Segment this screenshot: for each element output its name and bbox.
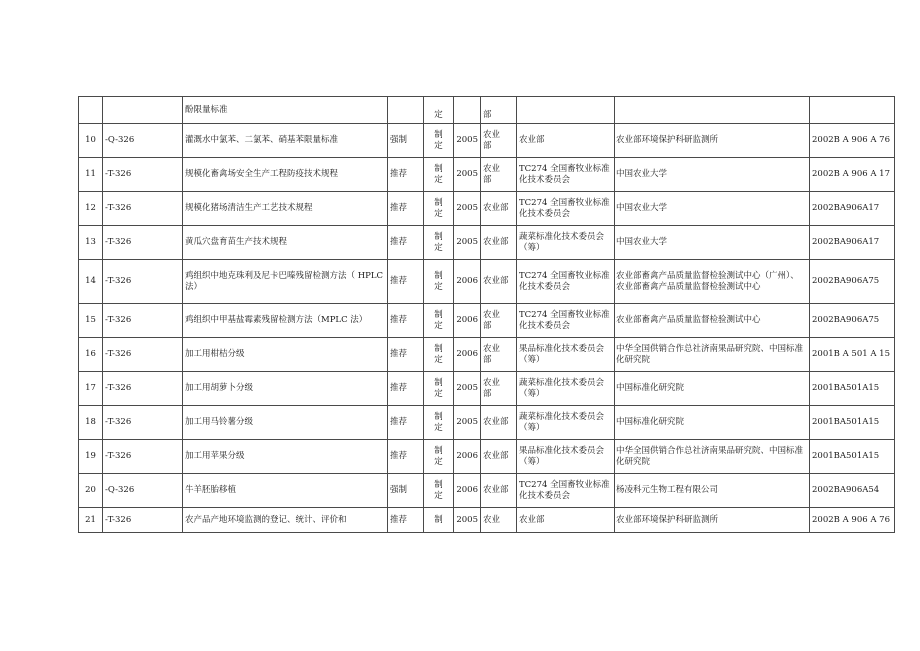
drafting-unit-cell: 中国农业大学 [615,226,810,260]
drafting-unit-cell: 农业部环境保护科研监测所 [615,124,810,158]
standards-table [78,96,895,533]
table-row [79,124,895,158]
year-cell: 2006 [454,260,481,304]
department-cell: 农业 [481,508,517,533]
project-number-cell: 2002BA906A75 [810,260,895,304]
drafting-unit-cell: 杨凌科元生物工程有限公司 [615,474,810,508]
standard-type-cell: 推荐 [388,192,424,226]
project-number-cell: 2002B A 906 A 17 [810,158,895,192]
table-row [79,97,895,124]
year-cell: 2006 [454,304,481,338]
drafting-unit-cell [615,97,810,124]
project-type-cell: 定 [424,97,454,124]
code-cell: -T-326 [103,192,183,226]
committee-cell: 蔬菜标准化技术委员会（筹） [517,372,615,406]
project-type-cell: 制 定 [424,474,454,508]
year-cell: 2005 [454,192,481,226]
department-cell: 农业部 [481,440,517,474]
standard-name-cell: 加工用马铃薯分级 [183,406,388,440]
code-cell: -T-326 [103,440,183,474]
row-number-cell: 16 [79,338,103,372]
row-number-cell: 13 [79,226,103,260]
table-row [79,406,895,440]
row-number-cell: 17 [79,372,103,406]
committee-cell: 蔬菜标准化技术委员会（筹） [517,226,615,260]
project-number-cell: 2002B A 906 A 76 [810,508,895,533]
standard-type-cell: 推荐 [388,440,424,474]
project-number-cell: 2002B A 906 A 76 [810,124,895,158]
drafting-unit-cell: 中华全国供销合作总社济南果品研究院、中国标准化研究院 [615,338,810,372]
department-cell: 部 [481,97,517,124]
project-type-cell: 制 定 [424,226,454,260]
standard-type-cell: 推荐 [388,372,424,406]
year-cell: 2005 [454,226,481,260]
standard-type-cell: 推荐 [388,260,424,304]
department-cell: 农业 部 [481,372,517,406]
standard-name-cell: 黄瓜穴盘育苗生产技术规程 [183,226,388,260]
code-cell: -T-326 [103,304,183,338]
year-cell: 2006 [454,474,481,508]
drafting-unit-cell: 中国标准化研究院 [615,372,810,406]
code-cell: -T-326 [103,260,183,304]
code-cell: -T-326 [103,338,183,372]
standard-type-cell: 推荐 [388,304,424,338]
committee-cell [517,97,615,124]
code-cell [103,97,183,124]
project-type-cell: 制 定 [424,158,454,192]
project-number-cell: 2001B A 501 A 15 [810,338,895,372]
committee-cell: 农业部 [517,124,615,158]
code-cell: -Q-326 [103,474,183,508]
project-type-cell: 制 定 [424,124,454,158]
project-type-cell: 制 定 [424,372,454,406]
year-cell: 2005 [454,124,481,158]
project-number-cell: 2001BA501A15 [810,372,895,406]
project-type-cell: 制 定 [424,192,454,226]
standard-name-cell: 加工用胡萝卜分级 [183,372,388,406]
year-cell: 2005 [454,158,481,192]
standard-name-cell: 鸡组织中地克珠利及尼卡巴嗪残留检测方法（ HPLC 法） [183,260,388,304]
table-row [79,304,895,338]
project-number-cell [810,97,895,124]
row-number-cell: 19 [79,440,103,474]
table-row [79,226,895,260]
row-number-cell: 11 [79,158,103,192]
year-cell: 2006 [454,338,481,372]
row-number-cell: 10 [79,124,103,158]
table-row [79,192,895,226]
department-cell: 农业部 [481,406,517,440]
drafting-unit-cell: 农业部畜禽产品质量监督检验测试中心（广州）、农业部畜禽产品质量监督检验测试中心 [615,260,810,304]
project-type-cell: 制 定 [424,304,454,338]
department-cell: 农业 部 [481,158,517,192]
table-row [79,440,895,474]
project-number-cell: 2001BA501A15 [810,406,895,440]
committee-cell: TC274 全国畜牧业标准化技术委员会 [517,304,615,338]
standard-type-cell: 强制 [388,474,424,508]
drafting-unit-cell: 中华全国供销合作总社济南果品研究院、中国标准化研究院 [615,440,810,474]
code-cell: -T-326 [103,508,183,533]
table-row [79,338,895,372]
project-number-cell: 2002BA906A75 [810,304,895,338]
project-number-cell: 2002BA906A54 [810,474,895,508]
department-cell: 农业部 [481,192,517,226]
row-number-cell: 21 [79,508,103,533]
standard-name-cell: 加工用柑桔分级 [183,338,388,372]
year-cell: 2005 [454,508,481,533]
table-row [79,508,895,533]
code-cell: -Q-326 [103,124,183,158]
project-number-cell: 2002BA906A17 [810,192,895,226]
standard-name-cell: 酚限量标准 [183,97,388,124]
row-number-cell: 18 [79,406,103,440]
committee-cell: 果品标准化技术委员会（筹） [517,338,615,372]
department-cell: 农业部 [481,226,517,260]
drafting-unit-cell: 中国标准化研究院 [615,406,810,440]
standard-type-cell: 推荐 [388,508,424,533]
row-number-cell: 14 [79,260,103,304]
department-cell: 农业部 [481,474,517,508]
department-cell: 农业 部 [481,338,517,372]
project-number-cell: 2002BA906A17 [810,226,895,260]
drafting-unit-cell: 农业部畜禽产品质量监督检验测试中心 [615,304,810,338]
department-cell: 农业 部 [481,304,517,338]
standard-name-cell: 规模化猪场清洁生产工艺技术规程 [183,192,388,226]
standard-type-cell: 推荐 [388,226,424,260]
standard-type-cell: 推荐 [388,406,424,440]
committee-cell: 蔬菜标准化技术委员会（筹） [517,406,615,440]
committee-cell: TC274 全国畜牧业标准化技术委员会 [517,158,615,192]
committee-cell: TC274 全国畜牧业标准化技术委员会 [517,192,615,226]
project-type-cell: 制 定 [424,260,454,304]
project-type-cell: 制 定 [424,406,454,440]
standard-name-cell: 规模化畜禽场安全生产工程防疫技术规程 [183,158,388,192]
code-cell: -T-326 [103,406,183,440]
drafting-unit-cell: 农业部环境保护科研监测所 [615,508,810,533]
committee-cell: TC274 全国畜牧业标准化技术委员会 [517,474,615,508]
standard-type-cell: 推荐 [388,158,424,192]
year-cell: 2006 [454,440,481,474]
standard-type-cell: 强制 [388,124,424,158]
code-cell: -T-326 [103,226,183,260]
year-cell: 2005 [454,372,481,406]
row-number-cell: 20 [79,474,103,508]
project-number-cell: 2001BA501A15 [810,440,895,474]
year-cell: 2005 [454,406,481,440]
standard-name-cell: 加工用苹果分级 [183,440,388,474]
project-type-cell: 制 [424,508,454,533]
standard-type-cell: 推荐 [388,338,424,372]
standard-name-cell: 牛羊胚胎移植 [183,474,388,508]
project-type-cell: 制 定 [424,440,454,474]
drafting-unit-cell: 中国农业大学 [615,192,810,226]
table-row [79,260,895,304]
row-number-cell [79,97,103,124]
department-cell: 农业部 [481,260,517,304]
committee-cell: 果品标准化技术委员会（筹） [517,440,615,474]
committee-cell: 农业部 [517,508,615,533]
drafting-unit-cell: 中国农业大学 [615,158,810,192]
code-cell: -T-326 [103,372,183,406]
code-cell: -T-326 [103,158,183,192]
standard-name-cell: 灌溉水中氯苯、二氯苯、硝基苯限量标准 [183,124,388,158]
committee-cell: TC274 全国畜牧业标准化技术委员会 [517,260,615,304]
row-number-cell: 15 [79,304,103,338]
table-row [79,158,895,192]
row-number-cell: 12 [79,192,103,226]
year-cell [454,97,481,124]
standard-name-cell: 鸡组织中甲基盐霉素残留检测方法（MPLC 法） [183,304,388,338]
project-type-cell: 制 定 [424,338,454,372]
standard-name-cell: 农产品产地环境监测的登记、统计、评价和 [183,508,388,533]
standard-type-cell [388,97,424,124]
table-row [79,474,895,508]
department-cell: 农业 部 [481,124,517,158]
table-row [79,372,895,406]
